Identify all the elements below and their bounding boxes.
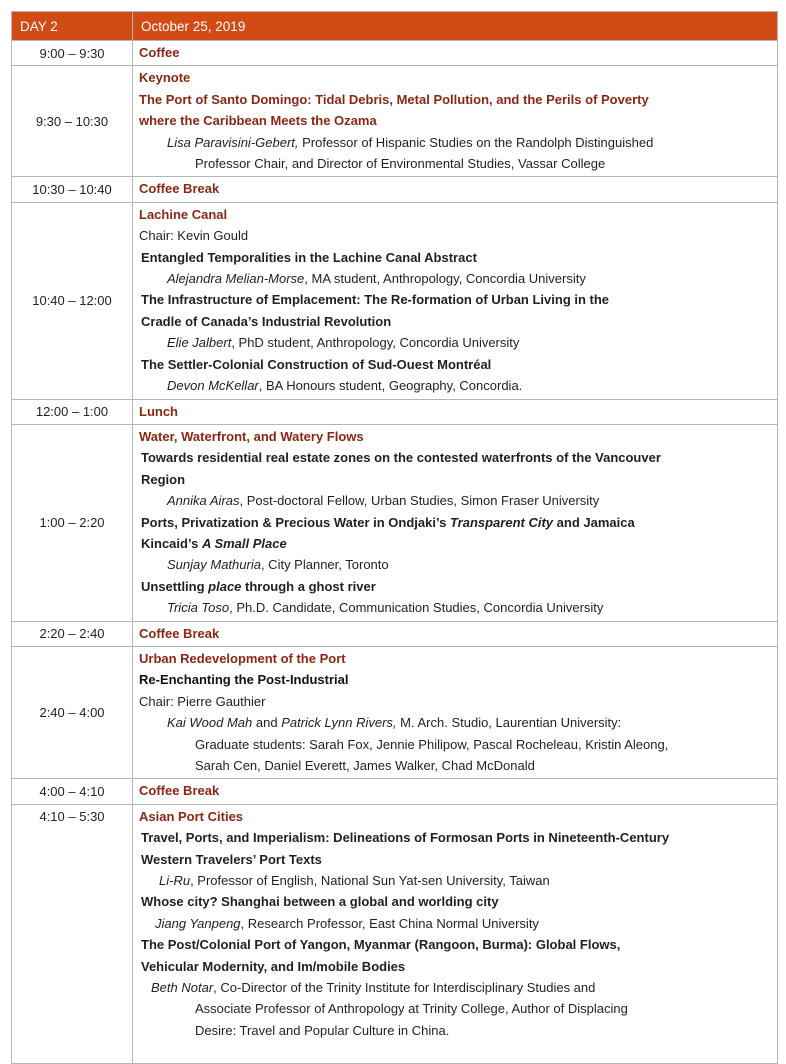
table-row <box>12 621 778 646</box>
session-cell <box>133 177 778 202</box>
session-cell <box>133 646 778 778</box>
speaker-affiliation: , PhD student, Anthropology, Concordia University <box>231 335 520 351</box>
session-title: Coffee <box>139 45 180 60</box>
talk-title: Entangled Temporalities in the Lachine Canal Abstract <box>141 249 477 265</box>
talk-title-italic: Transparent City <box>449 514 554 530</box>
talk-title <box>139 533 771 554</box>
date-text: October 25, 2019 <box>141 18 246 34</box>
session-cell <box>133 621 778 646</box>
talk-title-part: Unsettling <box>141 578 209 594</box>
table-row <box>12 399 778 424</box>
talk-title-italic: A Small Place <box>201 535 287 551</box>
table-row <box>12 804 778 1063</box>
speaker-affiliation: , Research Professor, East China Normal University <box>240 915 539 931</box>
speaker-name: Sunjay Mathuria <box>167 557 261 573</box>
talk-title: where the Caribbean Meets the Ozama <box>139 113 377 129</box>
table-row <box>12 779 778 804</box>
time-cell: 10:40 – 12:00 <box>12 202 133 399</box>
speaker-affiliation: , Post-doctoral Fellow, Urban Studies, Simon Fraser University <box>239 493 600 509</box>
speaker-affiliation: Sarah Cen, Daniel Everett, James Walker, Chad McDonald <box>195 758 535 773</box>
speaker-affiliation: , Ph.D. Candidate, Communication Studies, Concordia University <box>229 600 604 616</box>
talk-title: Region <box>141 471 186 487</box>
table-row <box>12 66 778 177</box>
talk-title: The Settler-Colonial Construction of Sud-Ouest Montréal <box>141 356 492 372</box>
session-cell <box>133 41 778 66</box>
session-title: Coffee Break <box>139 181 220 197</box>
time-cell: 10:30 – 10:40 <box>12 177 133 202</box>
session-cell <box>133 202 778 399</box>
speaker-affiliation: M. Arch. Studio, Laurentian University: <box>396 715 622 731</box>
session-cell <box>133 804 778 1063</box>
talk-title: Cradle of Canada’s Industrial Revolution <box>141 313 392 329</box>
speaker-affiliation: Associate Professor of Anthropology at Trinity College, Author of Displacing <box>195 1001 628 1017</box>
speaker-name: Annika Airas <box>167 493 240 509</box>
session-title: Lachine Canal <box>139 206 228 222</box>
talk-title-italic: place <box>208 578 242 594</box>
speaker-name: Elie Jalbert <box>167 335 232 351</box>
speaker-name: Devon McKellar <box>167 378 259 394</box>
session-subtitle: Re-Enchanting the Post-Industrial <box>139 672 349 688</box>
session-title: Water, Waterfront, and Watery Flows <box>139 428 364 444</box>
speaker-affiliation: Graduate students: Sarah Fox, Jennie Philipow, Pascal Rocheleau, Kristin Aleong, <box>195 736 669 752</box>
session-title: Coffee Break <box>139 783 220 799</box>
schedule-table <box>11 11 778 1064</box>
speaker-name: Jiang Yanpeng <box>155 915 241 931</box>
talk-title: The Port of Santo Domingo: Tidal Debris, Metal Pollution, and the Perils of Poverty <box>139 91 649 107</box>
day-text: DAY 2 <box>20 18 58 34</box>
speaker-affiliation: , BA Honours student, Geography, Concordia. <box>258 378 523 394</box>
table-row <box>12 202 778 399</box>
talk-title-part: Ports, Privatization & Precious Water in Ondjaki’s <box>141 514 450 530</box>
session-title: Coffee Break <box>139 625 220 641</box>
session-title: Asian Port Cities <box>139 808 244 824</box>
table-row <box>12 177 778 202</box>
talk-title: Whose city? Shanghai between a global and worlding city <box>141 894 499 910</box>
day-label <box>12 12 133 41</box>
time-cell: 9:00 – 9:30 <box>12 41 133 66</box>
speaker-name: Alejandra Melian-Morse <box>167 271 305 287</box>
talk-title-part: and Jamaica <box>553 514 635 530</box>
time-text: 4:10 – 5:30 <box>39 808 105 824</box>
time-cell: 12:00 – 1:00 <box>12 399 133 424</box>
speaker-affiliation: Desire: Travel and Popular Culture in China. <box>195 1022 450 1038</box>
session-chair: Chair: Pierre Gauthier <box>139 693 266 709</box>
speaker-affiliation: , Professor of English, National Sun Yat-sen University, Taiwan <box>190 873 550 889</box>
header-row <box>12 12 778 41</box>
talk-title <box>139 576 771 597</box>
session-cell <box>133 424 778 621</box>
talk-title: The Infrastructure of Emplacement: The Re-formation of Urban Living in the <box>141 292 610 308</box>
time-cell: 2:20 – 2:40 <box>12 621 133 646</box>
session-cell <box>133 66 778 177</box>
speaker-name: Kai Wood Mah <box>167 715 253 731</box>
time-cell: 2:40 – 4:00 <box>12 646 133 778</box>
table-row <box>12 646 778 778</box>
session-chair: Chair: Kevin Gould <box>139 228 249 244</box>
session-title: Lunch <box>139 403 178 419</box>
talk-title: The Post/Colonial Port of Yangon, Myanmar (Rangoon, Burma): Global Flows, <box>141 937 621 953</box>
time-cell: 9:30 – 10:30 <box>12 66 133 177</box>
talk-title <box>139 512 771 533</box>
time-cell <box>12 804 133 1063</box>
speaker-affiliation: , Co-Director of the Trinity Institute for Interdisciplinary Studies and <box>213 980 596 996</box>
speaker-affiliation: , MA student, Anthropology, Concordia University <box>304 271 586 287</box>
session-title: Urban Redevelopment of the Port <box>139 650 346 666</box>
speaker-joiner: and <box>252 715 282 731</box>
table-row <box>12 424 778 621</box>
speaker-name: Beth Notar <box>151 980 214 996</box>
speaker-name: Tricia Toso <box>167 600 230 616</box>
speaker-name: Li-Ru <box>159 873 191 889</box>
talk-title: Towards residential real estate zones on the contested waterfronts of the Vancouver <box>141 450 661 466</box>
date-label <box>133 12 778 41</box>
table-row <box>12 41 778 66</box>
speaker-affiliation: , City Planner, Toronto <box>260 557 389 573</box>
time-cell: 1:00 – 2:20 <box>12 424 133 621</box>
session-cell <box>133 779 778 804</box>
talk-title: Travel, Ports, and Imperialism: Delineations of Formosan Ports in Nineteenth-Century <box>141 830 670 846</box>
time-cell: 4:00 – 4:10 <box>12 779 133 804</box>
speaker-affiliation: Professor of Hispanic Studies on the Randolph Distinguished <box>298 134 654 150</box>
talk-title: Western Travelers’ Port Texts <box>141 851 322 867</box>
talk-title-part: Kincaid’s <box>141 535 202 551</box>
session-cell <box>133 399 778 424</box>
speaker-affiliation: Professor Chair, and Director of Environmental Studies, Vassar College <box>195 156 606 172</box>
speaker-name: Lisa Paravisini-Gebert, <box>167 134 299 150</box>
speaker-name: Patrick Lynn Rivers, <box>281 715 397 731</box>
session-title: Keynote <box>139 70 191 86</box>
talk-title: Vehicular Modernity, and Im/mobile Bodies <box>141 958 406 974</box>
talk-title-part: through a ghost river <box>241 578 376 594</box>
